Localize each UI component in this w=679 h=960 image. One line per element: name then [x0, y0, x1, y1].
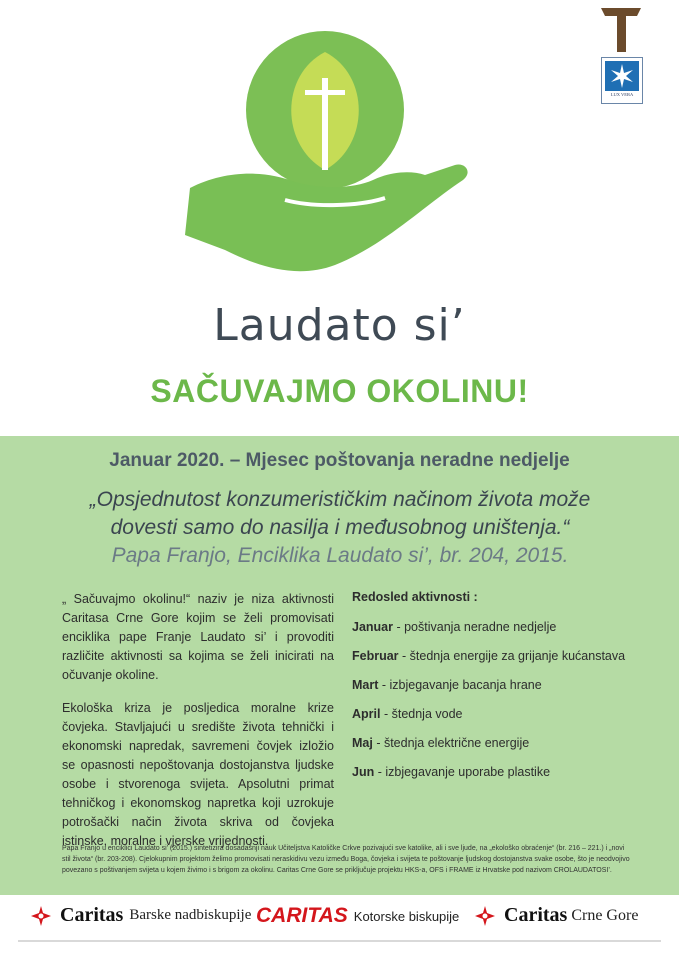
- footnote: Papa Franjo u enciklici Laudato si’ (2015.) sintetizira dosadašnji nauk Učiteljstva Katoličke Crkve pozivajući sve katolike, ali i sve ljude, na „ekološko obraćenje“ (br. 216 – 221.) i „novi stil života“ (br. 203-208). Cjelokupnim projektom želimo promovisati neraskidivu vezu između Boga, čovjeka i svijeta te poštovanje ljudskog dostojanstva svake osobe, što je neodvojivo povezano s poštivanjem svijeta u kojem živimo i s brigom za okolinu. Caritas Crne Gore se priključuje projektu HKS-a, OFS i FRAME iz Hrvatske pod nazivom CROLAUDATOSI’.: [62, 845, 630, 874]
- org1-sub: Barske nadbiskupije: [129, 907, 252, 923]
- schedule-text: - poštivanja neradne nedjelje: [393, 620, 557, 634]
- schedule-month: April: [352, 707, 381, 721]
- org2-sub: Kotorske biskupije: [353, 908, 460, 924]
- org2-name: CARITAS: [256, 904, 348, 927]
- caritas-bar-logo: [30, 904, 251, 927]
- laudato-si-logo-icon: [185, 30, 475, 285]
- quote-line-2: dovesti samo do nasilja i međusobnog uništenja.“: [110, 516, 570, 539]
- schedule-item: [352, 707, 652, 721]
- month-line: Januar 2020. – Mjesec poštovanja neradne nedjelje: [109, 450, 570, 471]
- schedule-heading: Redosled aktivnosti :: [352, 590, 478, 604]
- org3-sub: Crne Gore: [571, 906, 639, 924]
- quote: [20, 486, 660, 542]
- schedule-item: [352, 765, 652, 779]
- schedule-item: [352, 649, 652, 663]
- schedule-month: Maj: [352, 736, 373, 750]
- caritas-kotor-logo: [256, 904, 459, 928]
- schedule-item: [352, 620, 652, 634]
- caritas-montenegro-logo: [474, 904, 638, 927]
- tau-cross-icon: [601, 6, 641, 54]
- schedule-item: [352, 736, 652, 750]
- lux-vera-text: LUX VERA: [610, 92, 634, 97]
- schedule-text: - štednja električne energije: [372, 736, 530, 750]
- brand-title: Laudato si’: [213, 300, 466, 351]
- lux-vera-logo: [601, 57, 643, 104]
- schedule-text: - izbjegavanje uporabe plastike: [374, 765, 551, 779]
- left-paragraph-2: Ekološka kriza je posljedica moralne krize čovjeka. Stavljajući u središte života tehnički i ekonomski napredak, savremeni čovjek izložio se opasnosti nepoštovanja dostojanstva ljudske osobe i stvorenoga svijeta. Apsolutni primat tehničkog i ekonomskog napretka koji uzrokuje potrošački način života skriva od čovjeka istinske, moralne i vjerske vrijednosti.: [62, 701, 334, 848]
- schedule-item: [352, 678, 652, 692]
- schedule-month: Februar: [352, 649, 399, 663]
- left-column: [62, 590, 334, 865]
- caritas-cross-icon: [474, 905, 496, 927]
- schedule-text: - štednja vode: [380, 707, 463, 721]
- org3-name: Caritas: [504, 904, 568, 926]
- quote-source: Papa Franjo, Enciklika Laudato si’, br. 204, 2015.: [111, 544, 569, 567]
- schedule-month: Mart: [352, 678, 379, 692]
- schedule-text: - izbjegavanje bacanja hrane: [378, 678, 542, 692]
- schedule-text: - štednja energije za grijanje kućanstava: [398, 649, 626, 663]
- left-paragraph-1: „ Sačuvajmo okolinu!“ naziv je niza aktivnosti Caritasa Crne Gore kojim se želi promovisati enciklika pape Franje Laudato si’ i provoditi različite aktivnosti sa kojima se želi inicirati na očuvanje okoline.: [62, 592, 334, 682]
- schedule-month: Januar: [352, 620, 393, 634]
- footer-divider: [18, 940, 661, 942]
- headline: SAČUVAJMO OKOLINU!: [150, 373, 529, 409]
- caritas-cross-icon: [30, 905, 52, 927]
- schedule-month: Jun: [352, 765, 375, 779]
- quote-line-1: „Opsjednutost konzumerističkim načinom života može: [89, 488, 591, 511]
- schedule-column: [352, 590, 652, 794]
- org1-name: Caritas: [60, 904, 124, 926]
- lux-vera-star-icon: [605, 61, 639, 91]
